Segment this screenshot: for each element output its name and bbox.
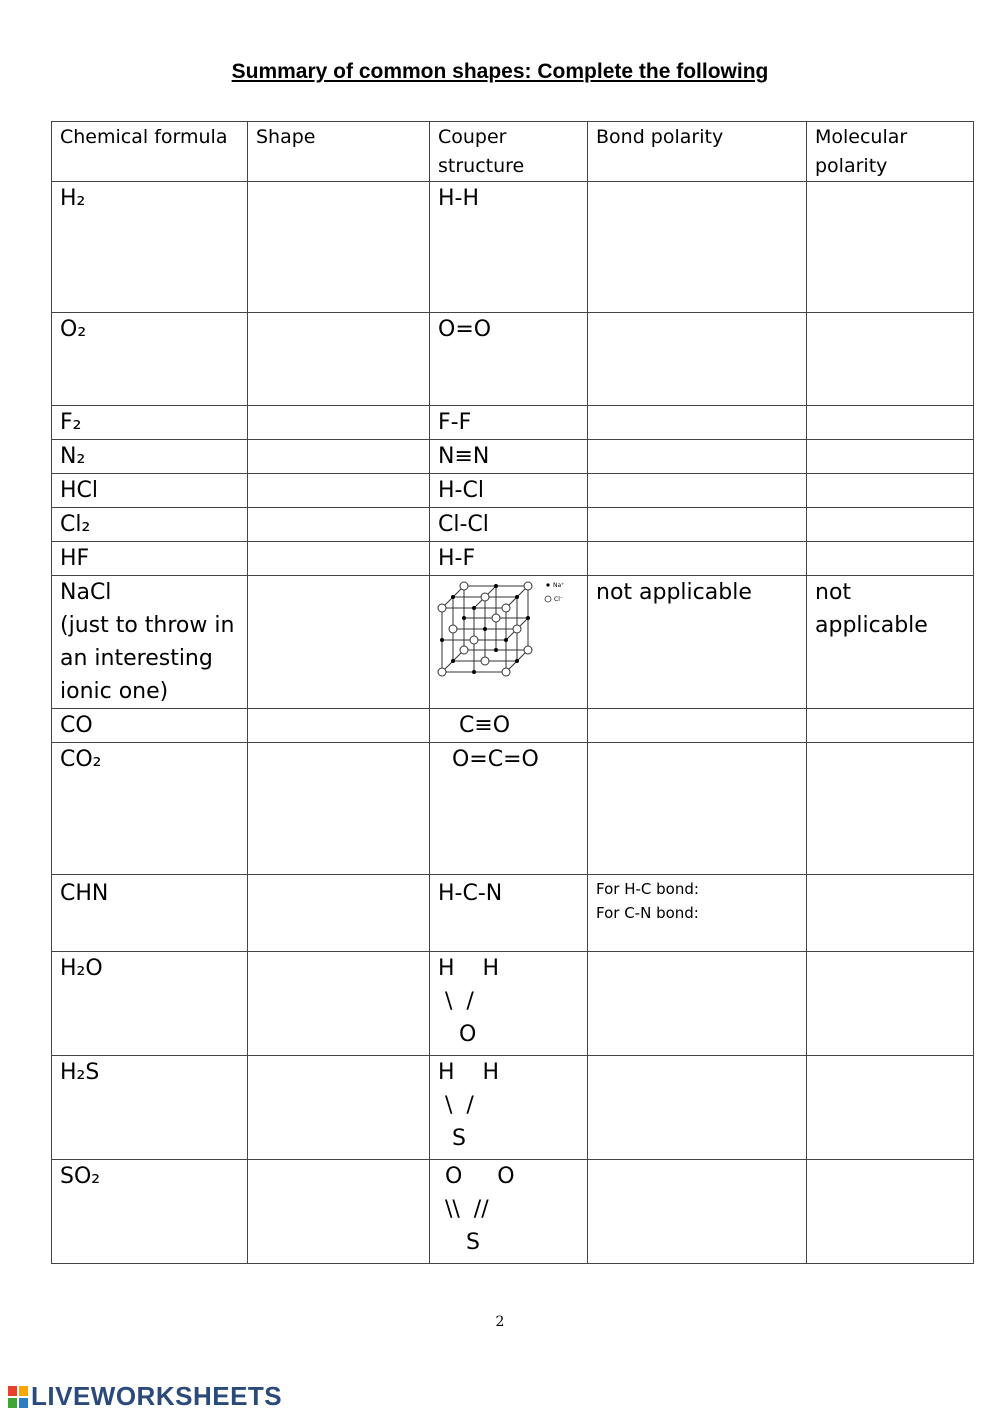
shapes-table <box>51 121 974 1264</box>
formula-cell: HF <box>52 542 248 576</box>
formula-cell: F₂ <box>52 406 248 440</box>
shape-answer-cell[interactable] <box>248 743 430 875</box>
bond-polarity-cell: not applicable <box>588 576 807 709</box>
couper-cell: O=O <box>430 313 588 406</box>
bond-polarity-answer-cell[interactable] <box>588 474 807 508</box>
couper-cell: F-F <box>430 406 588 440</box>
header-chemical-formula: Chemical formula <box>52 122 248 182</box>
shape-answer-cell[interactable] <box>248 182 430 313</box>
page-number: 2 <box>495 1314 505 1330</box>
table-row <box>52 709 974 743</box>
table-row <box>52 952 974 1056</box>
molecular-polarity-answer-cell[interactable] <box>807 743 974 875</box>
formula-cell: N₂ <box>52 440 248 474</box>
formula-cell: CO₂ <box>52 743 248 875</box>
couper-cell: N≡N <box>430 440 588 474</box>
table-row <box>52 508 974 542</box>
molecular-polarity-answer-cell[interactable] <box>807 709 974 743</box>
molecular-polarity-answer-cell[interactable] <box>807 313 974 406</box>
couper-cell: H-Cl <box>430 474 588 508</box>
table-row <box>52 576 974 709</box>
table-row <box>52 875 974 952</box>
brand-logo <box>8 1381 282 1412</box>
couper-cell: O=C=O <box>430 743 588 875</box>
couper-cell: H-H <box>430 182 588 313</box>
shape-answer-cell[interactable] <box>248 709 430 743</box>
table-row <box>52 743 974 875</box>
bond-polarity-answer-cell[interactable] <box>588 743 807 875</box>
table-row <box>52 542 974 576</box>
molecular-polarity-answer-cell[interactable] <box>807 406 974 440</box>
molecular-polarity-answer-cell[interactable] <box>807 474 974 508</box>
couper-cell <box>430 576 588 709</box>
formula-cell: CHN <box>52 875 248 952</box>
bond-polarity-answer-cell[interactable] <box>588 313 807 406</box>
formula-cell: SO₂ <box>52 1160 248 1264</box>
table-row <box>52 474 974 508</box>
couper-cell: H H \ / S <box>430 1056 588 1160</box>
couper-cell: Cl-Cl <box>430 508 588 542</box>
formula-cell: Cl₂ <box>52 508 248 542</box>
brand-name: LIVEWORKSHEETS <box>31 1381 283 1411</box>
couper-cell: H H \ / O <box>430 952 588 1056</box>
table-row <box>52 1160 974 1264</box>
molecular-polarity-answer-cell[interactable] <box>807 182 974 313</box>
shape-answer-cell[interactable] <box>248 875 430 952</box>
formula-cell: NaCl (just to throw in an interesting ionic one) <box>52 576 248 709</box>
legend-cl: Cl⁻ <box>554 596 564 603</box>
bond-polarity-cell[interactable]: For H-C bond: For C-N bond: <box>588 875 807 952</box>
bond-polarity-answer-cell[interactable] <box>588 508 807 542</box>
molecular-polarity-answer-cell[interactable] <box>807 508 974 542</box>
formula-cell: HCl <box>52 474 248 508</box>
table-row <box>52 313 974 406</box>
shape-answer-cell[interactable] <box>248 1160 430 1264</box>
molecular-polarity-cell: not applicable <box>807 576 974 709</box>
couper-cell: H-F <box>430 542 588 576</box>
molecular-polarity-answer-cell[interactable] <box>807 440 974 474</box>
couper-cell: O O \\ // S <box>430 1160 588 1264</box>
header-row <box>52 122 974 182</box>
bond-polarity-answer-cell[interactable] <box>588 1056 807 1160</box>
bond-polarity-answer-cell[interactable] <box>588 406 807 440</box>
shape-answer-cell[interactable] <box>248 313 430 406</box>
shape-answer-cell[interactable] <box>248 1056 430 1160</box>
bond-polarity-answer-cell[interactable] <box>588 182 807 313</box>
table-row <box>52 406 974 440</box>
couper-cell: H-C-N <box>430 875 588 952</box>
header-molecular-polarity: Molecular polarity <box>807 122 974 182</box>
shape-answer-cell[interactable] <box>248 508 430 542</box>
bond-polarity-answer-cell[interactable] <box>588 440 807 474</box>
shape-answer-cell[interactable] <box>248 576 430 709</box>
bond-polarity-answer-cell[interactable] <box>588 1160 807 1264</box>
nacl-lattice-diagram <box>434 578 574 678</box>
molecular-polarity-answer-cell[interactable] <box>807 542 974 576</box>
table-row <box>52 1056 974 1160</box>
formula-cell: O₂ <box>52 313 248 406</box>
shape-answer-cell[interactable] <box>248 474 430 508</box>
shape-answer-cell[interactable] <box>248 952 430 1056</box>
couper-cell: C≡O <box>430 709 588 743</box>
table-row <box>52 182 974 313</box>
molecular-polarity-answer-cell[interactable] <box>807 952 974 1056</box>
page-title: Summary of common shapes: Complete the following <box>231 60 769 83</box>
bond-polarity-answer-cell[interactable] <box>588 952 807 1056</box>
molecular-polarity-answer-cell[interactable] <box>807 1160 974 1264</box>
formula-cell: H₂O <box>52 952 248 1056</box>
header-couper-structure: Couper structure <box>430 122 588 182</box>
logo-mark-icon <box>8 1386 28 1408</box>
table-row <box>52 440 974 474</box>
molecular-polarity-answer-cell[interactable] <box>807 875 974 952</box>
header-bond-polarity: Bond polarity <box>588 122 807 182</box>
header-shape: Shape <box>248 122 430 182</box>
formula-cell: CO <box>52 709 248 743</box>
molecular-polarity-answer-cell[interactable] <box>807 1056 974 1160</box>
legend-na: Na⁺ <box>553 582 565 589</box>
formula-cell: H₂ <box>52 182 248 313</box>
shape-answer-cell[interactable] <box>248 406 430 440</box>
bond-polarity-answer-cell[interactable] <box>588 709 807 743</box>
bond-polarity-answer-cell[interactable] <box>588 542 807 576</box>
formula-cell: H₂S <box>52 1056 248 1160</box>
shape-answer-cell[interactable] <box>248 542 430 576</box>
shape-answer-cell[interactable] <box>248 440 430 474</box>
